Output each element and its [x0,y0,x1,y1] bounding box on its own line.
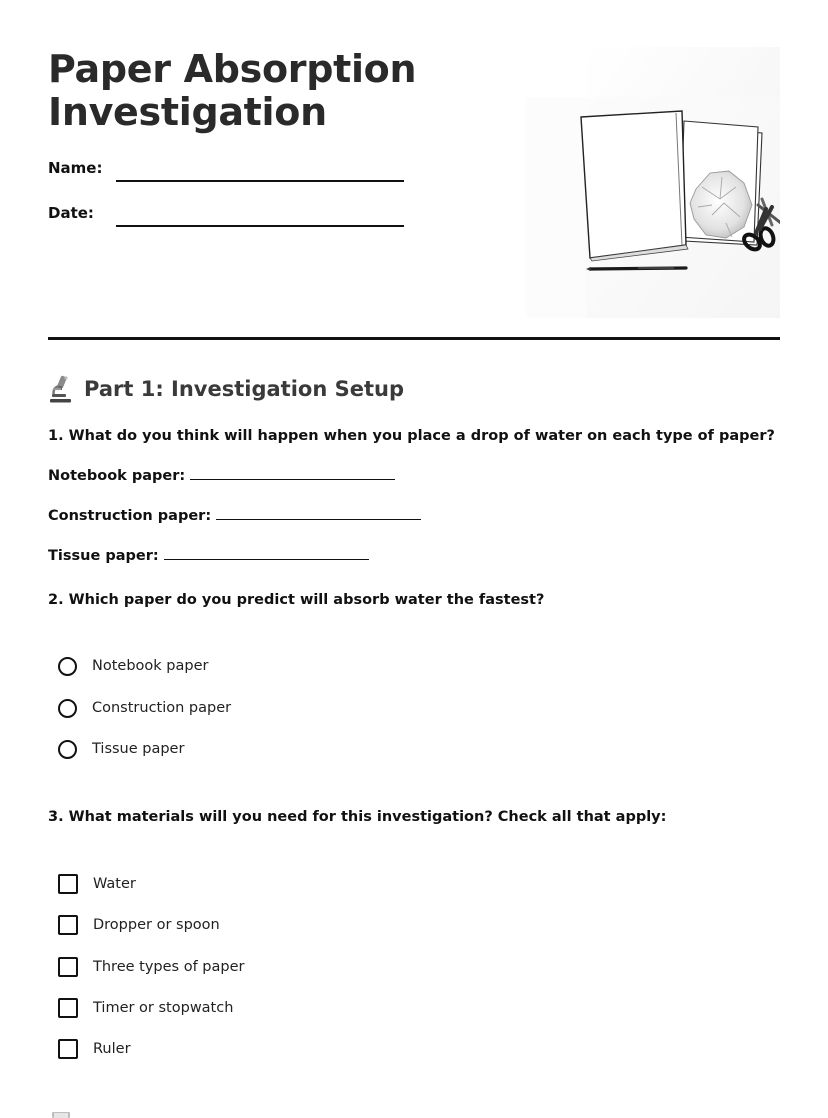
question-3: 3. What materials will you need for this investigation? Check all that apply: [48,809,667,825]
q1-answer-blank[interactable] [164,558,369,560]
option-label: Timer or stopwatch [93,1000,234,1016]
name-label: Name: [48,159,103,177]
option-label: Tissue paper [92,741,185,757]
radio-button[interactable] [58,740,77,759]
q2-option[interactable] [58,737,184,761]
name-field [48,156,408,186]
q3-option[interactable] [58,955,244,979]
q1-row-label: Notebook paper: [48,468,186,484]
date-field [48,201,408,231]
option-label: Construction paper [92,700,232,716]
checkbox[interactable] [58,874,78,894]
header-divider [48,337,780,340]
page-title [48,48,416,134]
option-label: Dropper or spoon [93,917,220,933]
checkbox[interactable] [58,1039,78,1059]
checkbox[interactable] [58,998,78,1018]
part1-heading [48,372,404,406]
next-section-icon [48,1111,74,1118]
option-label: Water [93,876,136,892]
checkbox[interactable] [58,915,78,935]
date-label: Date: [48,204,94,222]
paper-scissors-illustration [526,47,780,318]
radio-button[interactable] [58,657,77,676]
q1-row-construction [48,508,421,524]
q3-option[interactable] [58,913,220,937]
q1-row-notebook [48,468,395,484]
option-label: Three types of paper [93,959,245,975]
q1-row-label: Construction paper: [48,508,212,524]
q2-option[interactable] [58,696,231,720]
part1-title: Part 1: Investigation Setup [84,377,404,401]
question-2: 2. Which paper do you predict will absorb water the fastest? [48,592,545,608]
q1-row-label: Tissue paper: [48,548,159,564]
q3-option[interactable] [58,1037,131,1061]
question-1: 1. What do you think will happen when you place a drop of water on each type of paper? [48,428,775,444]
microscope-icon [48,374,74,404]
option-label: Ruler [93,1041,131,1057]
option-label: Notebook paper [92,658,209,674]
title-line-2: Investigation [48,90,327,134]
radio-button[interactable] [58,699,77,718]
worksheet-header [48,0,780,340]
q1-row-tissue [48,548,369,564]
date-input-line[interactable] [116,225,404,227]
checkbox[interactable] [58,957,78,977]
q1-answer-blank[interactable] [216,518,421,520]
worksheet-page [48,0,780,1118]
q3-option[interactable] [58,872,136,896]
q3-option[interactable] [58,996,233,1020]
q2-option[interactable] [58,654,208,678]
name-input-line[interactable] [116,180,404,182]
q1-answer-blank[interactable] [190,478,395,480]
title-line-1: Paper Absorption [48,47,417,91]
